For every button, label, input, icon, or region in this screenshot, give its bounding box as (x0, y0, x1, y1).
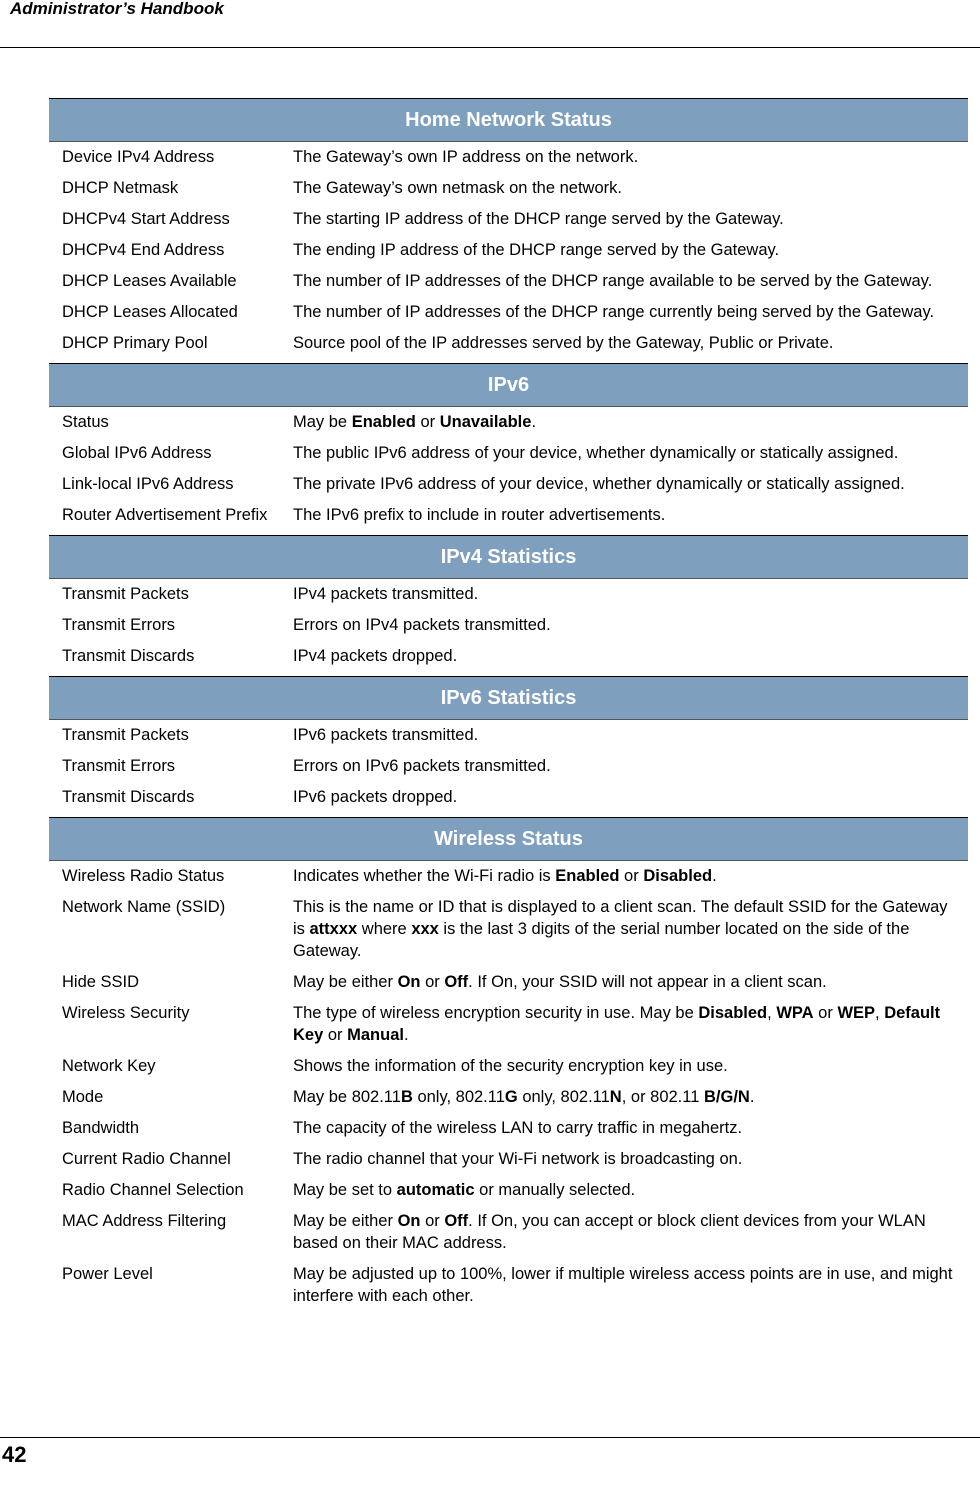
term-cell (49, 1258, 293, 1316)
table-row (49, 1143, 968, 1174)
term-label: Radio Channel Selection (62, 1181, 244, 1199)
table-row (49, 1050, 968, 1081)
table-row (49, 966, 968, 997)
description-cell (293, 296, 968, 327)
emphasized-value: automatic (396, 1181, 475, 1199)
description-fragment: The public IPv6 address of your device, whether dynamically or statically assigned. (293, 444, 899, 462)
description-text (293, 1258, 958, 1316)
description-text (293, 609, 958, 640)
section-header-row (49, 677, 968, 720)
description-fragment: The number of IP addresses of the DHCP range available to be served by the Gateway. (293, 272, 933, 290)
description-fragment: . (749, 1088, 755, 1106)
description-fragment: , (875, 1004, 885, 1022)
table-row (49, 1174, 968, 1205)
term-cell (49, 781, 293, 818)
term-cell (49, 861, 293, 892)
table-row (49, 997, 968, 1050)
description-text (293, 437, 958, 468)
description-cell (293, 499, 968, 536)
description-cell (293, 609, 968, 640)
table-row (49, 234, 968, 265)
description-cell (293, 1112, 968, 1143)
description-fragment: only, 802.11 (517, 1088, 610, 1106)
description-fragment: IPv4 packets dropped. (293, 647, 458, 665)
description-fragment: is the last 3 digits of the serial number located on the side of the Gateway. (293, 920, 910, 960)
description-text (293, 1174, 958, 1205)
term-cell (49, 997, 293, 1050)
description-cell (293, 437, 968, 468)
table-row (49, 142, 968, 173)
term-cell (49, 468, 293, 499)
term-label: Wireless Security (62, 1004, 190, 1022)
term-cell (49, 142, 293, 173)
description-cell (293, 1205, 968, 1258)
term-label: DHCP Leases Available (62, 272, 237, 290)
term-label: Network Key (62, 1057, 156, 1075)
emphasized-value: B (400, 1088, 413, 1106)
description-text (293, 966, 958, 997)
term-label: Global IPv6 Address (62, 444, 212, 462)
description-fragment: only, 802.11 (412, 1088, 505, 1106)
term-cell (49, 966, 293, 997)
description-fragment: The number of IP addresses of the DHCP range currently being served by the Gateway. (293, 303, 935, 321)
emphasized-value: Disabled (643, 867, 713, 885)
term-label: Link-local IPv6 Address (62, 475, 234, 493)
settings-table-body (49, 99, 968, 1317)
description-fragment: or (813, 1004, 838, 1022)
term-label: DHCP Primary Pool (62, 334, 208, 352)
description-text (293, 579, 958, 609)
term-label: Transmit Packets (62, 726, 189, 744)
term-label: Power Level (62, 1265, 153, 1283)
term-cell (49, 203, 293, 234)
term-label: Transmit Errors (62, 757, 176, 775)
page-number: 42 (2, 1442, 27, 1467)
emphasized-value: WEP (837, 1004, 876, 1022)
description-text (293, 234, 958, 265)
emphasized-value: B/G/N (703, 1088, 750, 1106)
description-fragment: The Gateway’s own IP address on the network. (293, 148, 639, 166)
term-cell (49, 1205, 293, 1258)
term-cell (49, 609, 293, 640)
settings-table (49, 98, 968, 1316)
table-row (49, 203, 968, 234)
term-label: Status (62, 413, 109, 431)
term-cell (49, 750, 293, 781)
description-fragment: May be 802.11 (293, 1088, 401, 1106)
emphasized-value: Unavailable (439, 413, 532, 431)
term-cell (49, 407, 293, 438)
description-fragment: . If On, your SSID will not appear in a client scan. (468, 973, 827, 991)
description-fragment: The private IPv6 address of your device, whether dynamically or statically assigned. (293, 475, 905, 493)
table-row (49, 1081, 968, 1112)
term-cell (49, 640, 293, 677)
description-fragment: The ending IP address of the DHCP range served by the Gateway. (293, 241, 780, 259)
term-label: Transmit Discards (62, 647, 195, 665)
description-fragment: . If On, you can accept or block client devices from your WLAN based on their MAC address. (293, 1212, 926, 1252)
table-row (49, 437, 968, 468)
section-header-row (49, 99, 968, 142)
table-row (49, 891, 968, 966)
section-header-row (49, 364, 968, 407)
description-cell (293, 172, 968, 203)
emphasized-value: N (609, 1088, 622, 1106)
term-label: DHCP Leases Allocated (62, 303, 238, 321)
description-fragment: The type of wireless encryption security in use. May be (293, 1004, 699, 1022)
term-label: Transmit Errors (62, 616, 176, 634)
emphasized-value: Off (444, 1212, 469, 1230)
description-fragment: or (420, 973, 445, 991)
description-fragment: . (403, 1026, 409, 1044)
table-row (49, 265, 968, 296)
section-header-row (49, 536, 968, 579)
description-fragment: IPv6 packets transmitted. (293, 726, 479, 744)
description-fragment: IPv6 packets dropped. (293, 788, 458, 806)
handbook-title: Administrator’s Handbook (10, 0, 224, 18)
term-label: MAC Address Filtering (62, 1212, 227, 1230)
description-text (293, 499, 958, 535)
description-fragment: The IPv6 prefix to include in router advertisements. (293, 506, 666, 524)
description-text (293, 1205, 958, 1258)
description-text (293, 1050, 958, 1081)
description-fragment: May be (293, 413, 352, 431)
term-cell (49, 579, 293, 610)
description-cell (293, 781, 968, 818)
description-fragment: The starting IP address of the DHCP range served by the Gateway. (293, 210, 784, 228)
term-label: DHCPv4 End Address (62, 241, 225, 259)
description-text (293, 781, 958, 817)
description-cell (293, 1258, 968, 1316)
term-label: Network Name (SSID) (62, 898, 226, 916)
description-cell (293, 203, 968, 234)
emphasized-value: Default Key (293, 1004, 941, 1044)
description-text (293, 1143, 958, 1174)
description-cell (293, 720, 968, 751)
term-cell (49, 437, 293, 468)
page-footer (0, 1437, 980, 1467)
term-cell (49, 327, 293, 364)
section-header-row (49, 818, 968, 861)
description-fragment: or (323, 1026, 348, 1044)
term-cell (49, 1143, 293, 1174)
description-cell (293, 1081, 968, 1112)
description-cell (293, 861, 968, 892)
emphasized-value: Disabled (698, 1004, 768, 1022)
term-label: DHCP Netmask (62, 179, 179, 197)
emphasized-value: G (504, 1088, 518, 1106)
description-fragment: IPv4 packets transmitted. (293, 585, 479, 603)
description-fragment: May be either (293, 973, 398, 991)
term-cell (49, 296, 293, 327)
description-text (293, 640, 958, 676)
section-title: Home Network Status (49, 99, 968, 142)
description-fragment: , or 802.11 (621, 1088, 704, 1106)
description-cell (293, 265, 968, 296)
description-text (293, 1081, 958, 1112)
description-cell (293, 407, 968, 438)
description-text (293, 327, 958, 363)
term-label: Transmit Packets (62, 585, 189, 603)
term-label: Router Advertisement Prefix (62, 506, 268, 524)
emphasized-value: Enabled (555, 867, 620, 885)
term-label: Hide SSID (62, 973, 140, 991)
description-cell (293, 750, 968, 781)
table-row (49, 1205, 968, 1258)
section-title: IPv4 Statistics (49, 536, 968, 579)
term-label: Wireless Radio Status (62, 867, 225, 885)
description-text (293, 265, 958, 296)
description-text (293, 861, 958, 891)
description-fragment: or (619, 867, 644, 885)
running-header (0, 0, 980, 48)
description-cell (293, 142, 968, 173)
emphasized-value: Off (444, 973, 469, 991)
section-title: IPv6 Statistics (49, 677, 968, 720)
emphasized-value: WPA (776, 1004, 814, 1022)
description-fragment: May be set to (293, 1181, 397, 1199)
description-fragment: Errors on IPv6 packets transmitted. (293, 757, 551, 775)
description-fragment: or (415, 413, 440, 431)
description-fragment: Indicates whether the Wi-Fi radio is (293, 867, 556, 885)
term-cell (49, 1174, 293, 1205)
table-row (49, 407, 968, 438)
table-row (49, 296, 968, 327)
table-row (49, 499, 968, 536)
description-fragment: May be adjusted up to 100%, lower if multiple wireless access points are in use, and might interfere with each other. (293, 1265, 953, 1305)
table-row (49, 640, 968, 677)
description-fragment: or manually selected. (474, 1181, 636, 1199)
description-cell (293, 468, 968, 499)
description-fragment: The Gateway’s own netmask on the network. (293, 179, 622, 197)
table-row (49, 861, 968, 892)
description-fragment: The capacity of the wireless LAN to carry traffic in megahertz. (293, 1119, 743, 1137)
term-cell (49, 1050, 293, 1081)
description-text (293, 296, 958, 327)
description-cell (293, 1174, 968, 1205)
section-title: IPv6 (49, 364, 968, 407)
description-fragment: . (531, 413, 537, 431)
table-row (49, 468, 968, 499)
emphasized-value: On (397, 1212, 421, 1230)
description-fragment: where (357, 920, 412, 938)
term-label: Mode (62, 1088, 104, 1106)
description-fragment: Errors on IPv4 packets transmitted. (293, 616, 551, 634)
description-fragment: , (767, 1004, 777, 1022)
emphasized-value: Manual (347, 1026, 404, 1044)
description-text (293, 891, 958, 966)
description-cell (293, 891, 968, 966)
description-text (293, 203, 958, 234)
description-cell (293, 327, 968, 364)
term-cell (49, 172, 293, 203)
description-fragment: . (712, 867, 717, 885)
description-fragment: Source pool of the IP addresses served by the Gateway, Public or Private. (293, 334, 834, 352)
term-label: Transmit Discards (62, 788, 195, 806)
table-row (49, 1258, 968, 1316)
emphasized-value: attxxx (309, 920, 358, 938)
description-fragment: Shows the information of the security encryption key in use. (293, 1057, 728, 1075)
term-cell (49, 265, 293, 296)
section-title: Wireless Status (49, 818, 968, 861)
term-label: Bandwidth (62, 1119, 140, 1137)
table-row (49, 720, 968, 751)
description-text (293, 750, 958, 781)
term-cell (49, 891, 293, 966)
description-cell (293, 1143, 968, 1174)
table-row (49, 750, 968, 781)
term-cell (49, 1081, 293, 1112)
term-cell (49, 499, 293, 536)
description-text (293, 407, 958, 437)
description-fragment: The radio channel that your Wi-Fi network is broadcasting on. (293, 1150, 743, 1168)
description-text (293, 997, 958, 1050)
table-row (49, 327, 968, 364)
description-text (293, 720, 958, 750)
description-cell (293, 640, 968, 677)
emphasized-value: On (397, 973, 421, 991)
description-text (293, 142, 958, 172)
description-text (293, 172, 958, 203)
description-fragment: This is the name or ID that is displayed to a client scan. The default SSID for the Gateway is (293, 898, 948, 938)
description-text (293, 468, 958, 499)
description-cell (293, 234, 968, 265)
description-text (293, 1112, 958, 1143)
table-row (49, 579, 968, 610)
term-label: DHCPv4 Start Address (62, 210, 230, 228)
table-row (49, 609, 968, 640)
table-row (49, 1112, 968, 1143)
term-cell (49, 1112, 293, 1143)
description-fragment: May be either (293, 1212, 398, 1230)
emphasized-value: xxx (411, 920, 439, 938)
description-cell (293, 966, 968, 997)
term-cell (49, 720, 293, 751)
table-row (49, 172, 968, 203)
description-cell (293, 1050, 968, 1081)
term-label: Current Radio Channel (62, 1150, 231, 1168)
table-row (49, 781, 968, 818)
description-cell (293, 997, 968, 1050)
description-fragment: or (420, 1212, 445, 1230)
term-cell (49, 234, 293, 265)
description-cell (293, 579, 968, 610)
emphasized-value: Enabled (351, 413, 416, 431)
term-label: Device IPv4 Address (62, 148, 215, 166)
